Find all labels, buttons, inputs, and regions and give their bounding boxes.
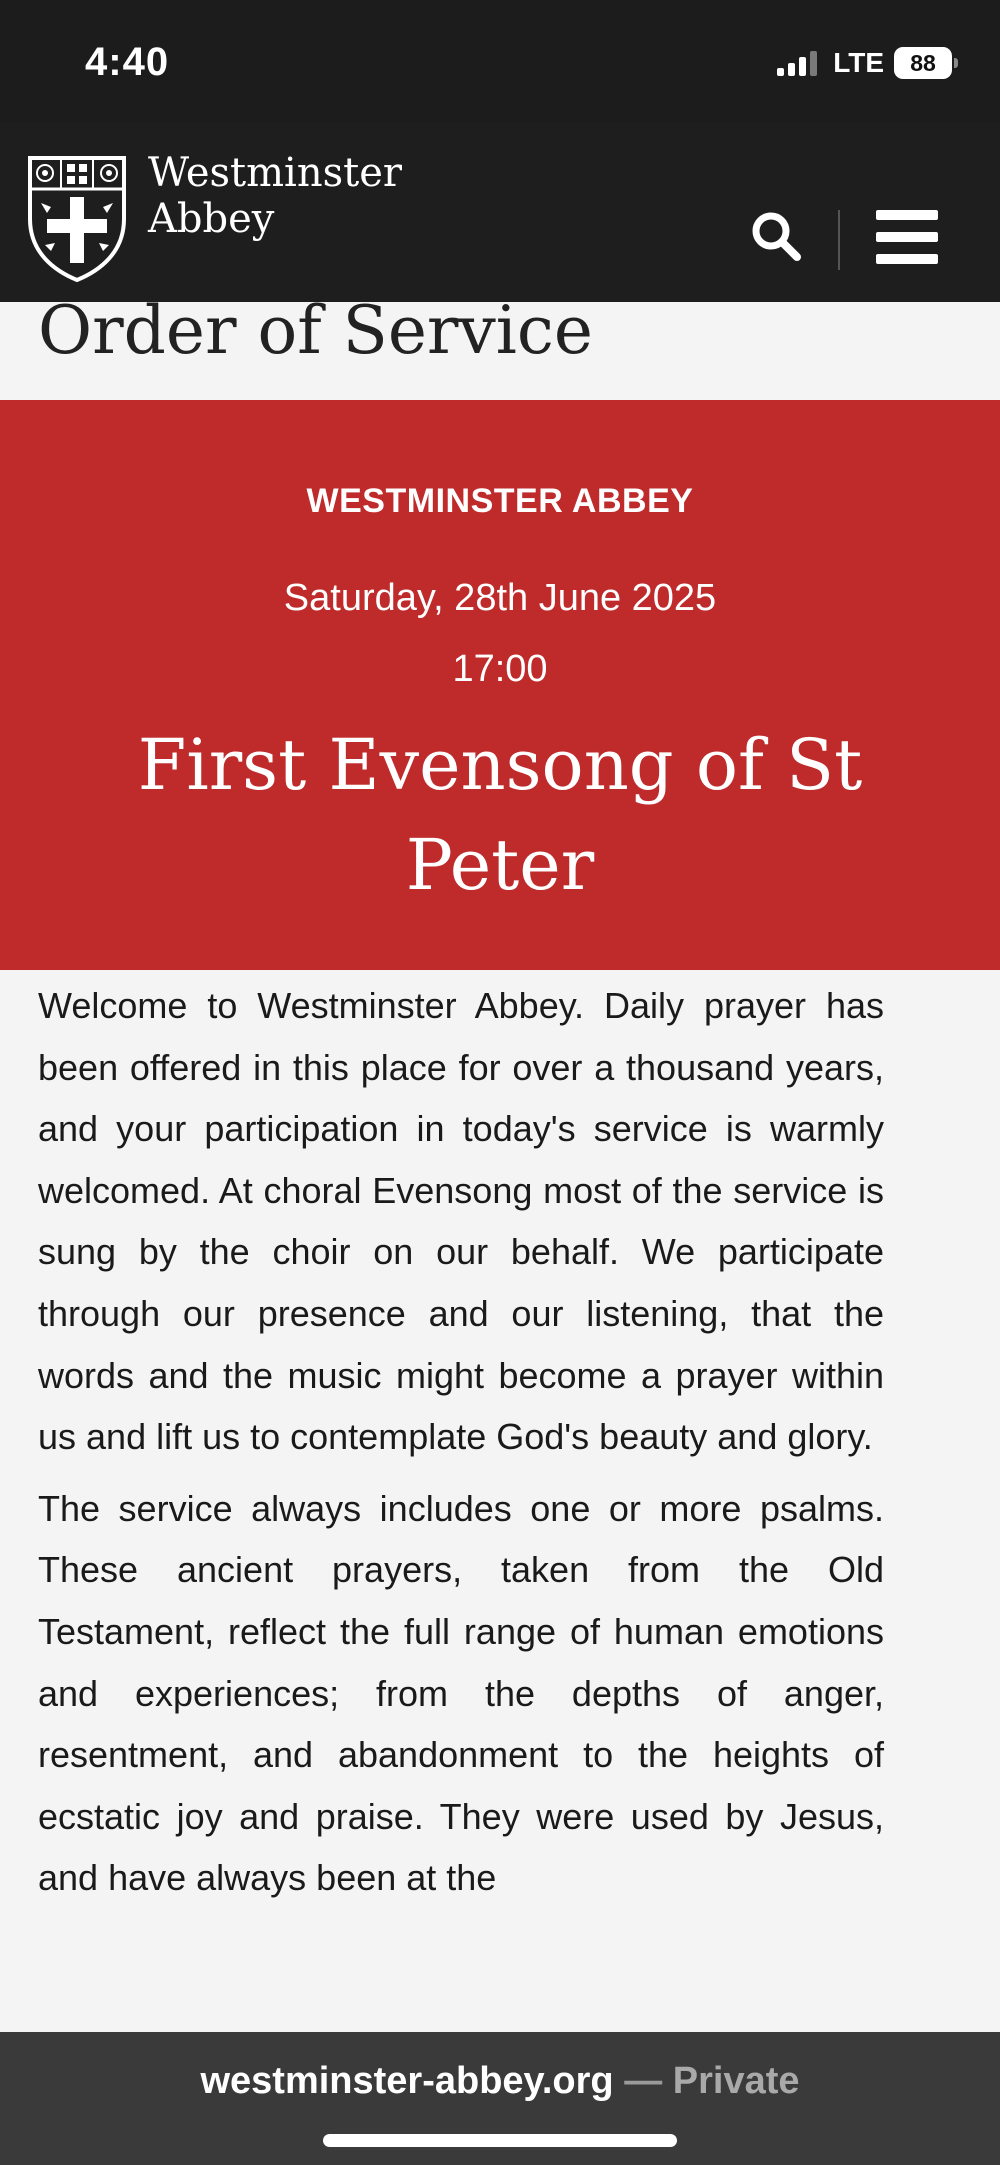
status-time: 4:40 [85,40,170,84]
status-bar [0,0,1000,122]
header-divider [838,210,840,270]
banner-time: 17:00 [452,648,548,690]
paragraph: The service always includes one or more psalms. These ancient prayers, taken from the Old Testament, reflect the full range of human emotions and experiences; from the depths of anger, resentment, and abandonment to the heights of ecstatic joy and praise. They were used by Jesus, and have always been at the [38,1487,884,1899]
logo-line-2: Abbey [148,196,275,242]
url-display[interactable] [0,2060,1000,2103]
logo-line-1: Westminster [148,150,403,196]
site-logo-text[interactable] [148,150,402,242]
status-indicators [777,46,952,80]
cellular-signal-icon [777,50,821,76]
service-banner [0,400,1000,970]
banner-date: Saturday, 28th June 2025 [283,577,717,619]
menu-icon[interactable] [876,210,938,264]
page-title: Order of Service [38,292,593,369]
private-mode-label: Private [672,2060,800,2102]
browser-address-bar[interactable] [0,2032,1000,2165]
search-icon[interactable] [748,208,804,264]
home-indicator[interactable] [323,2134,677,2147]
url-separator: — [613,2060,673,2102]
url-domain: westminster-abbey.org [200,2060,614,2102]
network-type-label: LTE [833,47,884,78]
battery-icon: 88 [894,47,952,79]
abbey-crest-icon[interactable] [27,155,127,283]
service-title: First Evensong of St Peter [137,724,863,906]
site-header [0,122,1000,302]
article-body [38,975,884,1919]
banner-venue: WESTMINSTER ABBEY [306,482,694,520]
paragraph: Welcome to Westminster Abbey. Daily prayer has been offered in this place for over a thousand years, and your participation in today's service is warmly welcomed. At choral Evensong most of the service is sung by the choir on our behalf. We participate through our presence and our listening, that the words and the music might become a prayer within us and lift us to contemplate God's beauty and glory. [38,985,884,1458]
